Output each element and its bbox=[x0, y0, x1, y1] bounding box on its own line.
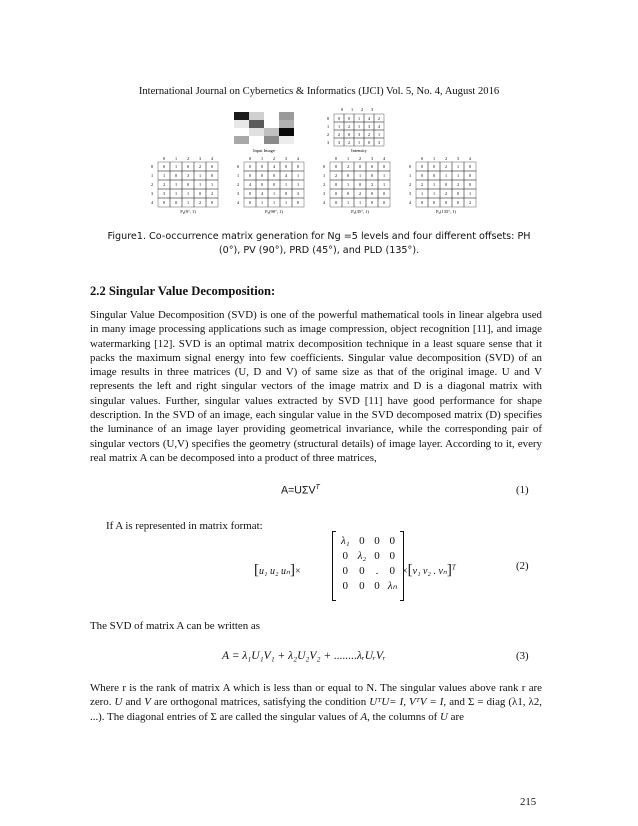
paragraph-matrix-format: If A is represented in matrix format: bbox=[106, 520, 263, 532]
matrix-value: 0 bbox=[420, 173, 424, 178]
input-pixel bbox=[279, 128, 294, 136]
diag-cell: 0 bbox=[389, 534, 396, 547]
matrix-value: 0 bbox=[162, 200, 166, 205]
matrix-value: 0 bbox=[444, 200, 448, 205]
matrix-value: 0 bbox=[296, 200, 300, 205]
intensity-value: 1 bbox=[357, 116, 361, 121]
matrix-value: 0 bbox=[210, 164, 214, 169]
diag-cell: 0 bbox=[374, 579, 380, 592]
matrix-col-label: 2 bbox=[186, 156, 190, 161]
input-pixel bbox=[264, 136, 279, 144]
matrix-col-label: 1 bbox=[432, 156, 436, 161]
matrix-value: 1 bbox=[162, 173, 166, 178]
matrix-value: 0 bbox=[420, 164, 424, 169]
matrix-value: 0 bbox=[370, 191, 374, 196]
input-pixel bbox=[234, 136, 249, 144]
input-pixel bbox=[264, 112, 279, 120]
equation-1 bbox=[281, 484, 320, 497]
intensity-col-label: 3 bbox=[370, 108, 374, 112]
matrix-value: 0 bbox=[346, 173, 350, 178]
u-vector: [u₁ u₂ uₙ]× bbox=[254, 562, 301, 578]
intensity-value: 1 bbox=[357, 140, 361, 145]
v-vector-sup: T bbox=[451, 563, 456, 572]
matrix-col-label: 4 bbox=[210, 156, 214, 161]
matrix-value: 1 bbox=[284, 200, 288, 205]
diag-cell: λₙ bbox=[387, 580, 397, 592]
matrix-value: 2 bbox=[468, 200, 472, 205]
matrix-value: 0 bbox=[186, 182, 190, 187]
u-vector-entries: u₁ u₂ uₙ bbox=[259, 566, 290, 577]
matrix-value: 4 bbox=[284, 173, 288, 178]
intensity-value: 3 bbox=[337, 140, 341, 145]
matrix-value: 0 bbox=[432, 200, 436, 205]
rank-u2: U bbox=[440, 710, 448, 723]
matrix-value: 0 bbox=[382, 200, 386, 205]
matrix-col-label: 1 bbox=[174, 156, 178, 161]
matrix-value: 1 bbox=[346, 182, 350, 187]
matrix-value: 0 bbox=[210, 200, 214, 205]
matrix-value: 0 bbox=[370, 164, 374, 169]
matrix-value: 0 bbox=[248, 191, 252, 196]
matrix-value: 1 bbox=[198, 173, 202, 178]
input-pixel bbox=[264, 128, 279, 136]
caption-line-2: (0°), PV (90°), PRD (45°), and PLD (135°). bbox=[218, 245, 420, 256]
intensity-value: 1 bbox=[337, 124, 341, 129]
matrix-value: 0 bbox=[334, 164, 338, 169]
intensity-value: 0 bbox=[347, 116, 351, 121]
equation-3: A = λ₁U₁V₁ + λ₂U₂V₂ + ........λᵣUᵣVᵣ bbox=[222, 650, 386, 662]
intensity-col-label: 2 bbox=[360, 108, 364, 112]
matrix-value: 0 bbox=[272, 173, 276, 178]
matrix-value: 0 bbox=[284, 164, 288, 169]
matrix-value: 0 bbox=[260, 173, 264, 178]
equation-1-text: A=UΣV bbox=[281, 484, 316, 497]
figure-caption bbox=[88, 230, 550, 258]
matrix-row-label: 0 bbox=[236, 164, 240, 169]
matrix-value: 2 bbox=[162, 182, 166, 187]
diag-cell: 0 bbox=[342, 579, 349, 592]
matrix-row-label: 4 bbox=[322, 200, 326, 205]
diag-cell: 0 bbox=[389, 564, 396, 577]
intensity-value: 4 bbox=[367, 116, 371, 121]
paragraph-svd-written: The SVD of matrix A can be written as bbox=[90, 620, 260, 632]
intensity-row-label: 1 bbox=[326, 124, 330, 129]
matrix-col-label: 1 bbox=[260, 156, 264, 161]
matrix-label: P₀(0°, 1) bbox=[180, 209, 196, 214]
matrix-col-label: 3 bbox=[370, 156, 374, 161]
section-title: 2.2 Singular Value Decomposition: bbox=[90, 284, 276, 298]
matrix-row-label: 1 bbox=[408, 173, 412, 178]
matrix-value: 0 bbox=[456, 191, 460, 196]
matrix-value: 0 bbox=[210, 173, 214, 178]
diag-cell: 0 bbox=[342, 564, 349, 577]
rank-text-4: , and Σ = diag (λ1, λ2, ...). The diagonal entries of Σ are called the singular values of bbox=[90, 696, 542, 723]
matrix-value: 0 bbox=[370, 200, 374, 205]
matrix-value: 0 bbox=[456, 200, 460, 205]
matrix-value: 0 bbox=[174, 173, 178, 178]
equation-2-number: (2) bbox=[516, 560, 529, 572]
matrix-value: 0 bbox=[162, 164, 166, 169]
matrix-value: 2 bbox=[444, 164, 448, 169]
input-pixel bbox=[234, 112, 249, 120]
intensity-value: 3 bbox=[367, 124, 371, 129]
intensity-row-label: 0 bbox=[326, 116, 330, 121]
diag-cell: λ₁ bbox=[341, 534, 350, 547]
matrix-value: 1 bbox=[468, 191, 472, 196]
matrix-value: 3 bbox=[186, 173, 190, 178]
page-number: 215 bbox=[520, 796, 537, 808]
matrix-row-label: 3 bbox=[322, 191, 326, 196]
matrix-col-label: 3 bbox=[456, 156, 460, 161]
matrix-value: 0 bbox=[382, 164, 386, 169]
intensity-value: 4 bbox=[377, 124, 381, 129]
matrix-value: 0 bbox=[174, 200, 178, 205]
intensity-col-label: 0 bbox=[340, 108, 344, 112]
matrix-col-label: 4 bbox=[382, 156, 386, 161]
rank-condition: UᵀU= I, VᵀV = I bbox=[369, 696, 444, 709]
rank-text-3: are orthogonal matrices, satisfying the condition bbox=[150, 696, 370, 709]
matrix-value: 0 bbox=[382, 191, 386, 196]
matrix-row-label: 2 bbox=[236, 182, 240, 187]
matrix-value: 0 bbox=[334, 200, 338, 205]
matrix-row-label: 2 bbox=[322, 182, 326, 187]
matrix-value: 2 bbox=[334, 173, 338, 178]
matrix-col-label: 0 bbox=[334, 156, 338, 161]
rank-v: V bbox=[144, 696, 151, 709]
matrix-row-label: 2 bbox=[408, 182, 412, 187]
matrix-value: 1 bbox=[432, 191, 436, 196]
matrix-value: 1 bbox=[358, 200, 362, 205]
matrix-value: 2 bbox=[198, 164, 202, 169]
matrix-value: 1 bbox=[432, 182, 436, 187]
intensity-col-label: 1 bbox=[350, 108, 354, 112]
matrix-value: 4 bbox=[260, 191, 264, 196]
matrix-value: 0 bbox=[468, 182, 472, 187]
intensity-value: 2 bbox=[347, 124, 351, 129]
rank-text-5: , the columns of bbox=[367, 710, 441, 723]
matrix-row-label: 3 bbox=[236, 191, 240, 196]
input-pixel bbox=[279, 136, 294, 144]
matrix-row-label: 3 bbox=[150, 191, 154, 196]
matrix-value: 1 bbox=[272, 200, 276, 205]
intensity-value: 3 bbox=[377, 140, 381, 145]
intensity-value: 1 bbox=[377, 132, 381, 137]
matrix-value: 1 bbox=[346, 200, 350, 205]
intensity-row-label: 3 bbox=[326, 140, 330, 145]
matrix-value: 2 bbox=[456, 182, 460, 187]
matrix-row-label: 1 bbox=[322, 173, 326, 178]
matrix-value: 0 bbox=[334, 191, 338, 196]
intensity-value: 2 bbox=[337, 132, 341, 137]
matrix-value: 1 bbox=[284, 182, 288, 187]
matrix-value: 0 bbox=[444, 182, 448, 187]
matrix-value: 1 bbox=[174, 182, 178, 187]
matrix-value: 0 bbox=[248, 200, 252, 205]
matrix-value: 0 bbox=[358, 164, 362, 169]
diag-row bbox=[337, 563, 401, 578]
matrix-value: 1 bbox=[296, 173, 300, 178]
matrix-value: 1 bbox=[456, 164, 460, 169]
intensity-value: 2 bbox=[367, 132, 371, 137]
intensity-value: 0 bbox=[347, 132, 351, 137]
matrix-value: 1 bbox=[210, 182, 214, 187]
matrix-value: 1 bbox=[296, 182, 300, 187]
input-pixel bbox=[264, 120, 279, 128]
intensity-value: 0 bbox=[337, 116, 341, 121]
matrix-col-label: 3 bbox=[198, 156, 202, 161]
matrix-value: 1 bbox=[260, 200, 264, 205]
intensity-row-label: 2 bbox=[326, 132, 330, 137]
diag-cell: 0 bbox=[374, 549, 380, 562]
rank-text-1: Where r is the rank of matrix A which is less than or equal to N. The singular values above rank r are zero. bbox=[90, 682, 542, 709]
matrix-label: P₀(45°, 1) bbox=[351, 209, 369, 214]
matrix-col-label: 4 bbox=[468, 156, 472, 161]
cooccurrence-figure bbox=[148, 108, 490, 222]
equation-3-number: (3) bbox=[516, 650, 529, 662]
matrix-col-label: 2 bbox=[272, 156, 276, 161]
matrix-row-label: 4 bbox=[236, 200, 240, 205]
matrix-row-label: 1 bbox=[236, 173, 240, 178]
intensity-value: 2 bbox=[347, 140, 351, 145]
diag-cell: 0 bbox=[374, 534, 380, 547]
matrix-label: P₀(135°, 1) bbox=[435, 209, 457, 214]
matrix-col-label: 0 bbox=[248, 156, 252, 161]
intensity-value: 0 bbox=[367, 140, 371, 145]
matrix-value: 1 bbox=[382, 173, 386, 178]
input-pixel bbox=[249, 136, 264, 144]
matrix-value: 2 bbox=[198, 200, 202, 205]
diag-cell: 0 bbox=[359, 534, 365, 547]
matrix-value: 0 bbox=[432, 164, 436, 169]
matrix-value: 0 bbox=[296, 164, 300, 169]
matrix-value: 1 bbox=[444, 173, 448, 178]
intensity-label: Intensity bbox=[351, 148, 367, 153]
matrix-value: 0 bbox=[260, 182, 264, 187]
matrix-value: 0 bbox=[186, 164, 190, 169]
matrix-col-label: 1 bbox=[346, 156, 350, 161]
diag-cell: 0 bbox=[359, 579, 365, 592]
input-image-label: Input Image bbox=[253, 148, 275, 153]
matrix-value: 4 bbox=[272, 164, 276, 169]
diag-cell: λ₂ bbox=[357, 549, 367, 562]
intensity-value: 2 bbox=[377, 116, 381, 121]
matrix-value: 1 bbox=[272, 191, 276, 196]
matrix-row-label: 1 bbox=[150, 173, 154, 178]
matrix-value: 1 bbox=[420, 191, 424, 196]
matrix-value: 0 bbox=[432, 173, 436, 178]
matrix-value: 4 bbox=[248, 182, 252, 187]
input-pixel bbox=[279, 112, 294, 120]
diag-row bbox=[337, 533, 401, 548]
matrix-value: 1 bbox=[186, 200, 190, 205]
matrix-value: 1 bbox=[382, 182, 386, 187]
matrix-value: 3 bbox=[162, 191, 166, 196]
matrix-value: 2 bbox=[358, 191, 362, 196]
matrix-value: 0 bbox=[370, 173, 374, 178]
diagonal-matrix bbox=[332, 531, 404, 601]
matrix-value: 2 bbox=[370, 182, 374, 187]
matrix-value: 2 bbox=[420, 182, 424, 187]
input-pixel bbox=[234, 128, 249, 136]
diag-cell: 0 bbox=[389, 549, 396, 562]
caption-line-1: Figure1. Co-occurrence matrix generation for Ng =5 levels and four different offsets: PH bbox=[107, 231, 531, 242]
matrix-value: 0 bbox=[346, 191, 350, 196]
matrix-col-label: 0 bbox=[162, 156, 166, 161]
diag-cell: 0 bbox=[359, 564, 365, 577]
intensity-value: 1 bbox=[357, 124, 361, 129]
matrix-row-label: 4 bbox=[150, 200, 154, 205]
matrix-col-label: 0 bbox=[420, 156, 424, 161]
input-pixel bbox=[249, 128, 264, 136]
diag-cell: 0 bbox=[342, 549, 349, 562]
matrix-value: 0 bbox=[284, 191, 288, 196]
matrix-value: 1 bbox=[358, 173, 362, 178]
matrix-value: 0 bbox=[358, 182, 362, 187]
diag-row bbox=[337, 578, 401, 593]
matrix-value: 1 bbox=[174, 191, 178, 196]
matrix-value: 2 bbox=[346, 164, 350, 169]
matrix-value: 3 bbox=[296, 191, 300, 196]
matrix-value: 0 bbox=[248, 173, 252, 178]
rank-a: A bbox=[360, 710, 368, 723]
matrix-value: 0 bbox=[468, 164, 472, 169]
matrix-row-label: 4 bbox=[408, 200, 412, 205]
matrix-col-label: 3 bbox=[284, 156, 288, 161]
matrix-row-label: 0 bbox=[408, 164, 412, 169]
matrix-value: 1 bbox=[198, 182, 202, 187]
rank-text-2: and bbox=[122, 696, 145, 709]
equation-1-sup: T bbox=[315, 484, 320, 491]
matrix-label: P₀(90°, 1) bbox=[265, 209, 283, 214]
intensity-value: 3 bbox=[357, 132, 361, 137]
rank-u: U bbox=[114, 696, 123, 709]
matrix-value: 0 bbox=[198, 191, 202, 196]
journal-header: International Journal on Cybernetics & Informatics (IJCI) Vol. 5, No. 4, August 2016 bbox=[138, 86, 500, 97]
matrix-value: 0 bbox=[260, 164, 264, 169]
v-vector-entries: v₁ v₂ . vₙ bbox=[412, 566, 447, 577]
matrix-row-label: 3 bbox=[408, 191, 412, 196]
matrix-value: 1 bbox=[456, 173, 460, 178]
matrix-value: 2 bbox=[444, 191, 448, 196]
rank-text-6: are bbox=[447, 710, 464, 723]
input-pixel bbox=[249, 112, 264, 120]
matrix-value: 0 bbox=[468, 173, 472, 178]
matrix-row-label: 0 bbox=[322, 164, 326, 169]
matrix-col-label: 4 bbox=[296, 156, 300, 161]
v-vector: ×[v₁ v₂ . vₙ]$^T$ bbox=[402, 562, 456, 578]
matrix-value: 2 bbox=[210, 191, 214, 196]
matrix-value: 0 bbox=[420, 200, 424, 205]
matrix-value: 1 bbox=[186, 191, 190, 196]
paragraph-svd-intro: Singular Value Decomposition (SVD) is one of the powerful mathematical tools in linear algebra used in many image processing applications such as image compression, object recognition [11], and image watermarking [12]. SVD is an optimal matrix decomposition technique in a least square sense that it packs the maximum signal energy into few coefficients. Singular value decomposition (SVD) of an image results in three matrices (U, D and V) of same size as that of the original image. U and V represents the left and right singular vectors of the image matrix and D is a diagonal matrix with singular values. Further, singular values extracted by SVD [11] have good performance for shape description. In the SVD of an image, each singular value in the SVD decomposed matrix (D) specifies the luminance of an image layer providing geometrical invariance, while the corresponding pair of singular vectors (U,V) specifies the geometry (structural details) of image layer. According to it, every real matrix A can be decomposed into a product of three matrices, bbox=[90, 309, 542, 464]
diag-cell: . bbox=[375, 564, 379, 577]
matrix-row-label: 0 bbox=[150, 164, 154, 169]
matrix-value: 0 bbox=[272, 182, 276, 187]
matrix-col-label: 2 bbox=[444, 156, 448, 161]
diag-row bbox=[337, 548, 401, 563]
equation-1-number: (1) bbox=[516, 484, 529, 496]
matrix-value: 0 bbox=[334, 182, 338, 187]
matrix-col-label: 2 bbox=[358, 156, 362, 161]
diagonal-matrix-table bbox=[337, 533, 401, 593]
input-pixel bbox=[234, 120, 249, 128]
paragraph-rank bbox=[90, 681, 542, 724]
matrix-value: 1 bbox=[174, 164, 178, 169]
input-pixel bbox=[279, 120, 294, 128]
matrix-row-label: 2 bbox=[150, 182, 154, 187]
matrix-value: 0 bbox=[248, 164, 252, 169]
input-pixel bbox=[249, 120, 264, 128]
